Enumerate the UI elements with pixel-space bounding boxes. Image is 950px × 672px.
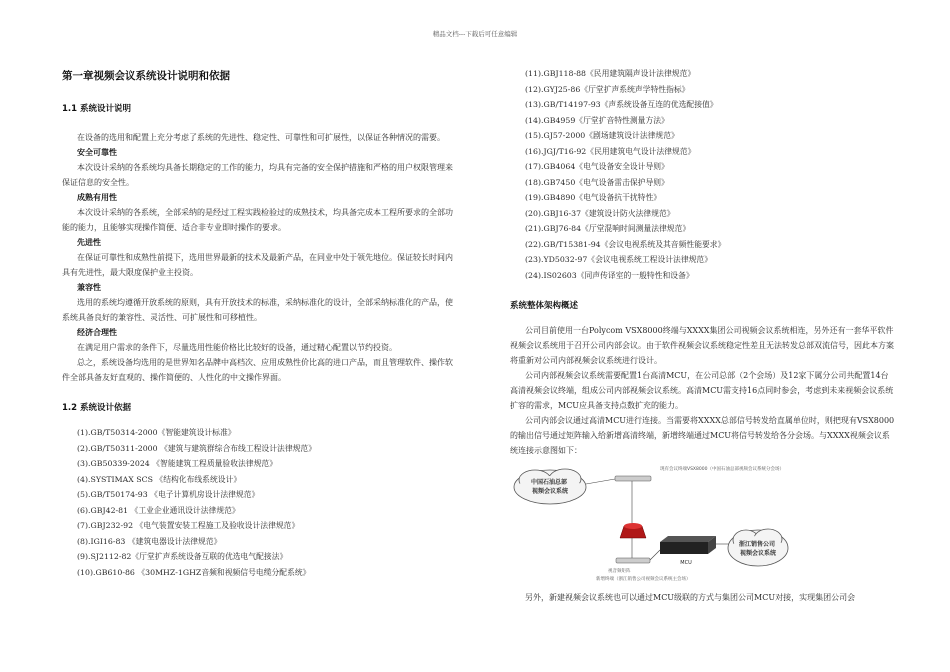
standard-item: (8).IGI16-83 《建筑电器设计法律规范》 <box>77 536 222 546</box>
standard-item: (9).SJ2112-82《厅堂扩声系统设备互联的优选电气配接法》 <box>77 552 288 561</box>
architecture-paragraph: 公司目前使用一台Polycom VSX8000终端与XXXX集团公司视频会议系统相连，另外还有一套华平软件视频会议系统用于召开公司内部会议。由于软件视频会议系统稳定性差且无法转发总部双流信号，因此本方案将重新对公司内部视频会议系统进行设计。 <box>510 326 894 365</box>
page-header: 精品文档---下载后可任意编辑 <box>432 30 518 38</box>
standards-list-right <box>510 66 895 283</box>
chapter-title: 第一章视频会议系统设计说明和依据 <box>62 70 230 82</box>
left-cloud-label-line1: 中国石油总部 <box>530 479 567 486</box>
right-cloud-label-line2: 视频会议系统 <box>739 550 777 557</box>
standard-item: (23).YD5032-97《会议电视系统工程设计法律规范》 <box>525 255 713 264</box>
terminal-device-icon <box>615 476 651 481</box>
standard-item: (22).GB/T15381-94《会议电视系统及其音频性能要求》 <box>525 239 726 249</box>
item-title: 兼容性 <box>77 283 101 292</box>
architecture-paragraph: 公司内部会议通过高清MCU进行连接。当需要将XXXX总部信号转发给直属单位时，则把现有VSX8000的输出信号通过矩阵输入给新增高清终端，新增终端通过MCU将信号转发给各分会场。与XXXX视频会议系统连接示意图如下： <box>510 416 895 455</box>
section-title-1-2: 1.2 系统设计依据 <box>62 403 132 413</box>
item-text: 在保证可靠性和成熟性前提下，选用世界最新的技术及最新产品，在同业中处于领先地位。保证较长时间内具有先进性，最大限度保护业主投资。 <box>62 253 453 277</box>
standard-item: (15).GJ57-2000《剧场建筑设计法律规范》 <box>525 131 679 140</box>
right-cloud-label-line1: 浙江销售公司 <box>738 541 775 548</box>
item-text: 本次设计采纳的各系统均具备长期稳定的工作的能力，均具有完备的安全保护措施和严格的用户权限管理来保证信息的安全性。 <box>62 163 453 187</box>
mcu-label: MCU <box>680 560 692 566</box>
standard-item: (7).GBJ232-92 《电气装置安装工程施工及验收设计法律规范》 <box>77 521 300 530</box>
standard-item: (18).GB7450《电气设备雷击保护导则》 <box>525 177 669 187</box>
mcu-icon <box>660 536 716 554</box>
standard-item: (19).GB4890《电气设备抗干扰特性》 <box>525 193 662 202</box>
cloud-icon <box>514 469 586 504</box>
link-line <box>586 479 615 484</box>
final-paragraph: 另外，新建视频会议系统也可以通过MCU级联的方式与集团公司MCU对接，实现集团公司会 <box>525 593 856 602</box>
summary-paragraph: 总之，系统设备均选用的是世界知名品牌中高档次、应用成熟性价比高的进口产品，而且管理软件、操作软件全部具备友好直观的、操作简便的、人性化的中文操作界面。 <box>62 358 453 382</box>
left-cloud-label-line2: 视频会议系统 <box>531 488 569 495</box>
item-text: 本次设计采纳的各系统，全部采纳的是经过工程实践检验过的成熟技术，均具备完成本工程所要求的全部功能的能力，且能够实现操作简便、适合非专业即时操作的要求。 <box>62 208 453 232</box>
standard-item: (12).GYJ25-86《厅堂扩声系统声学特性指标》 <box>525 84 690 94</box>
standard-item: (20).GBJ16-37《建筑设计防火法律规范》 <box>525 208 675 218</box>
standard-item: (17).GB4064《电气设备安全设计导则》 <box>525 162 669 171</box>
item-title: 安全可靠性 <box>77 148 117 157</box>
terminal-device-icon <box>616 558 650 563</box>
matrix-icon <box>620 523 646 538</box>
connection-diagram-svg <box>510 462 790 584</box>
intro-paragraph: 在设备的选用和配置上充分考虑了系统的先进性、稳定性、可靠性和可扩展性，以保证各种情况的需要。 <box>77 133 445 142</box>
architecture-paragraph: 公司内部视频会议系统需要配置1台高清MCU，在公司总部（2个会场）及12家下属分公司共配置14台高清视频会议终端，组成公司内部视频会议系统。高清MCU需支持16点同时参会，考虑到未来视频会议系统扩容的需求，MCU应具备支持点数扩充的能力。 <box>510 371 894 410</box>
standard-item: (6).GBJ42-81 《工业企业通讯设计法律规范》 <box>77 505 240 515</box>
item-title: 先进性 <box>77 238 101 247</box>
standard-item: (24).IS02603《同声传译室的一般特性和设备》 <box>525 270 694 280</box>
standard-item: (4).SYSTIMAX SCS 《结构化布线系统设计》 <box>77 474 242 484</box>
architecture-title: 系统整体架构概述 <box>510 301 579 311</box>
item-text: 在满足用户需求的条件下，尽量选用性能价格比比较好的设备，通过精心配置以节约投资。 <box>77 343 397 352</box>
standard-item: (1).GB/T50314-2000《智能建筑设计标准》 <box>77 428 236 437</box>
standard-item: (10).GB610-86 《30MHZ-1GHZ音频和视频信号电缆分配系统》 <box>77 567 311 577</box>
standard-item: (5).GB/T50174-93 《电子计算机房设计法律规范》 <box>77 490 260 499</box>
left-column <box>62 68 460 580</box>
standard-item: (13).GB/T14197-93《声系统设备互连的优选配接值》 <box>525 100 718 109</box>
standard-item: (16).JGJ/T16-92《民用建筑电气设计法律规范》 <box>525 146 696 156</box>
standard-item: (11).GBJ118-88《民用建筑隔声设计法律规范》 <box>525 69 696 78</box>
item-title: 成熟有用性 <box>77 193 117 202</box>
matrix-label: 视音频矩阵 <box>608 569 631 574</box>
section-title-1-1: 1.1 系统设计说明 <box>62 104 132 114</box>
item-text: 选用的系统均遵循开放系统的原则，具有开放技术的标准，采纳标准化的设计，全部采纳标准化的产品，使系统具备良好的兼容性、灵活性、可扩展性和可移植性。 <box>62 298 453 322</box>
connection-diagram <box>510 462 790 584</box>
item-title: 经济合理性 <box>77 328 117 337</box>
terminal-top-label: 现有会议终端VSX8000（中国石油总部视频会议系统分会场） <box>660 467 784 472</box>
standard-item: (14).GB4959《厅堂扩音特性测量方法》 <box>525 115 669 125</box>
link-line <box>650 550 660 560</box>
right-column <box>510 66 895 605</box>
terminal-bottom-label: 新增终端（浙江销售公司视频会议系统主会场） <box>596 577 691 582</box>
standards-list-left <box>62 425 460 580</box>
standard-item: (3).GB50339-2024 《智能建筑工程质量验收法律规范》 <box>77 459 277 468</box>
standard-item: (2).GB/T50311-2000 《建筑与建筑群综合布线工程设计法律规范》 <box>77 443 317 453</box>
standard-item: (21).GBJ76-84《厅堂混响时间测量法律规范》 <box>525 224 691 233</box>
